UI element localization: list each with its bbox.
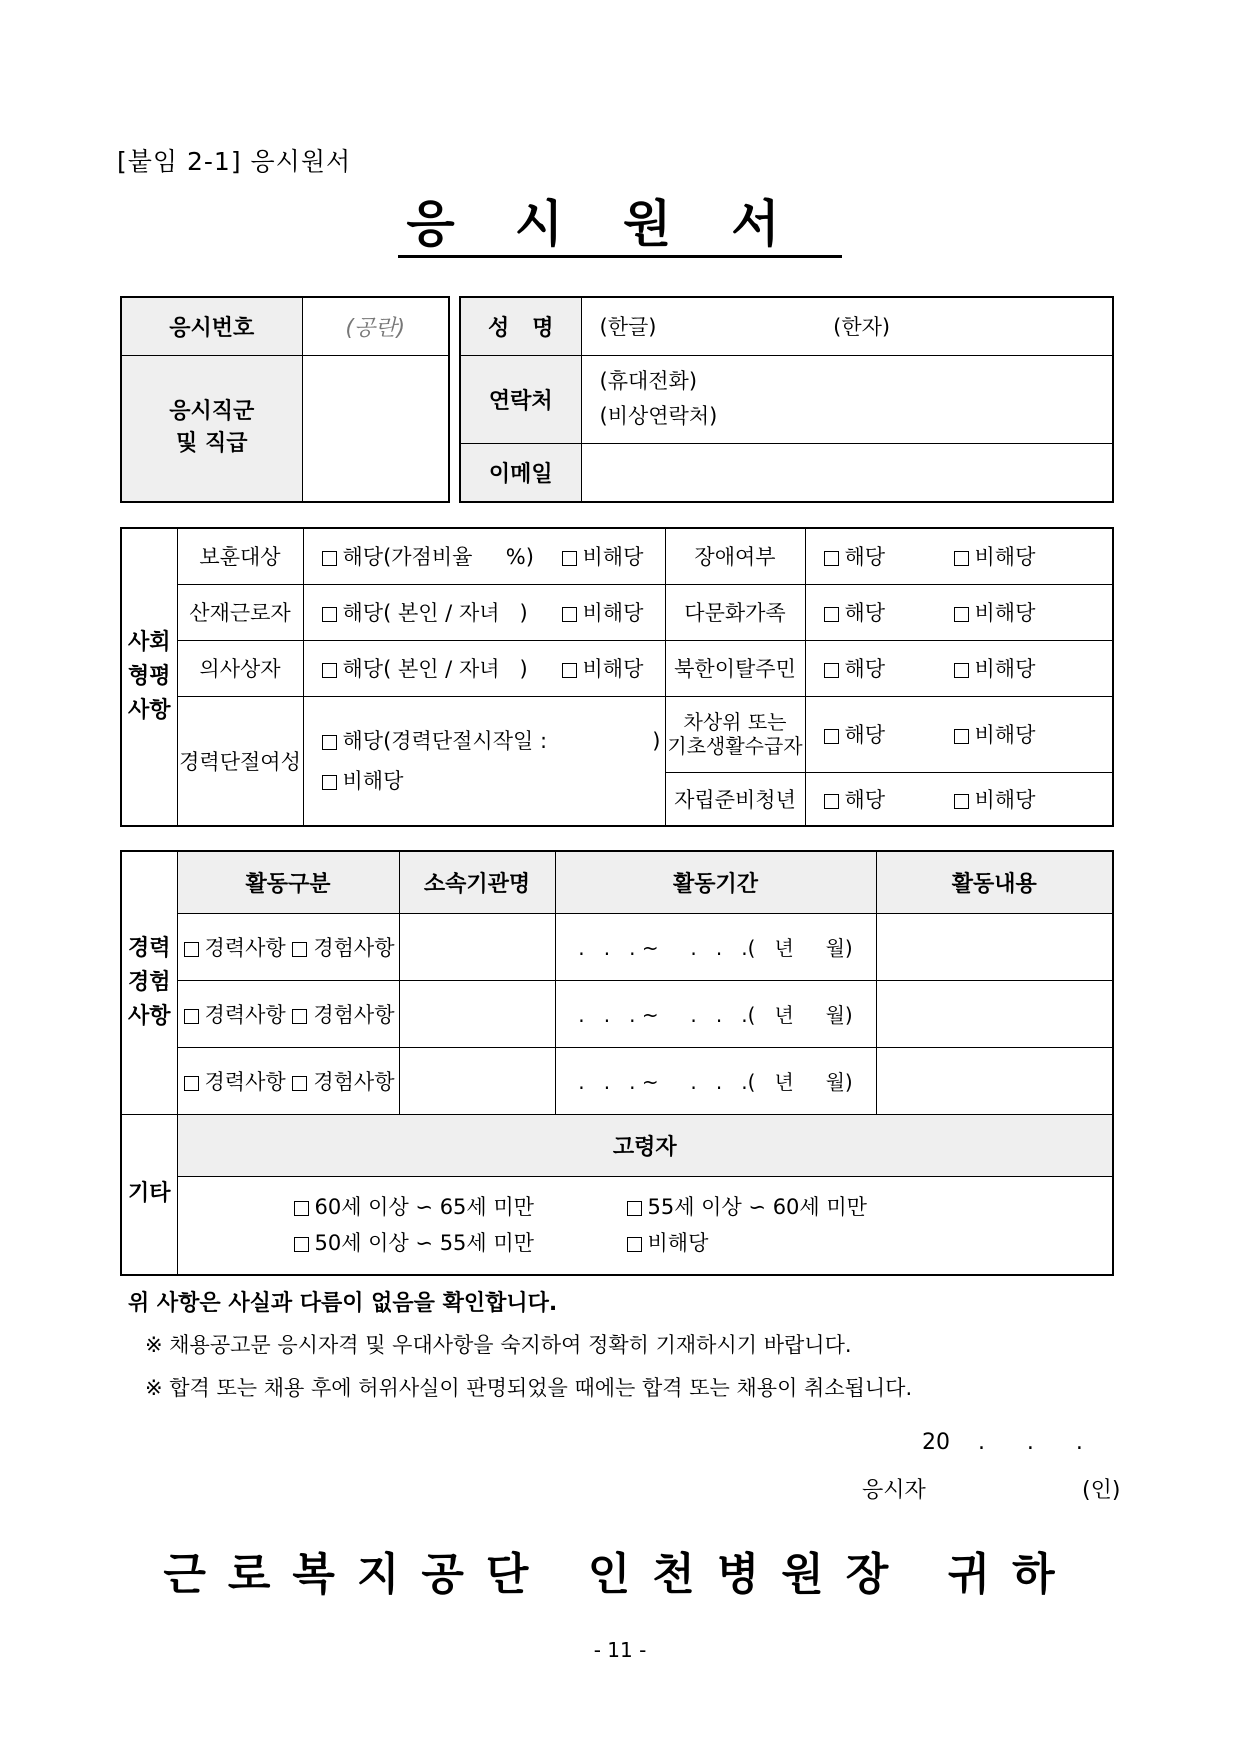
checkbox[interactable] — [322, 735, 337, 750]
email-label: 이메일 — [460, 443, 581, 502]
header-content: 활동내용 — [876, 851, 1113, 913]
righteous-yes-option[interactable] — [322, 653, 562, 683]
righteous-label: 의사상자 — [177, 640, 303, 696]
lowincome-yes-text: 해당 — [844, 723, 886, 747]
elderly-option-60-65[interactable] — [294, 1189, 627, 1225]
experience-table — [120, 850, 1114, 1276]
checkbox[interactable] — [824, 551, 839, 566]
experience-option[interactable] — [292, 936, 394, 960]
defector-yes-option[interactable] — [824, 653, 954, 683]
social-section-label — [121, 528, 177, 826]
lowincome-label-1: 차상위 또는 — [683, 710, 787, 734]
experience-option-text: 경험사항 — [313, 1002, 395, 1027]
applicant-label: 응시자 — [862, 1478, 926, 1503]
lowincome-label-2: 기초생활수급자 — [667, 734, 803, 758]
defector-yes-text: 해당 — [844, 657, 886, 681]
period-field[interactable]: . . . ~ . . .( 년 월) — [555, 913, 876, 980]
righteous-no-option[interactable] — [562, 653, 644, 683]
note-qualification: ※ 채용공고문 응시자격 및 우대사항을 숙지하여 정확히 기재하시기 바랍니다. — [145, 1333, 852, 1357]
disability-yes-option[interactable] — [824, 541, 954, 571]
name-label: 성 명 — [460, 297, 581, 355]
multicultural-yes-text: 해당 — [844, 601, 886, 625]
experience-option[interactable] — [292, 1003, 394, 1027]
experience-option-text: 경험사항 — [313, 935, 395, 960]
social-label-1: 사회 — [127, 630, 171, 655]
checkbox[interactable] — [954, 607, 969, 622]
career-option[interactable] — [184, 936, 286, 960]
confirm-statement: 위 사항은 사실과 다름이 없음을 확인합니다. — [128, 1291, 558, 1316]
job-label-line1: 응시직군 — [169, 399, 255, 425]
email-field[interactable] — [581, 443, 1113, 502]
career-break-yes-option[interactable] — [322, 721, 665, 761]
multicultural-no-text: 비해당 — [974, 601, 1036, 625]
industrial-yes-text: 해당( 본인 / 자녀 ) — [342, 601, 528, 625]
lowincome-no-text: 비해당 — [974, 723, 1036, 747]
elderly-option-text: 55세 이상 ∽ 60세 미만 — [647, 1195, 867, 1220]
career-break-options — [303, 696, 665, 826]
career-break-label: 경력단절여성 — [177, 696, 303, 826]
activity-type-cell — [177, 1047, 399, 1114]
industrial-label: 산재근로자 — [177, 584, 303, 640]
page-number: - 11 - — [593, 1638, 647, 1662]
period-field[interactable]: . . . ~ . . .( 년 월) — [555, 1047, 876, 1114]
defector-label: 북한이탈주민 — [665, 640, 805, 696]
name-hanja-label: (한자) — [833, 315, 891, 340]
career-option-text: 경력사항 — [204, 935, 286, 960]
career-break-no-text: 비해당 — [342, 768, 404, 793]
personal-info-table — [459, 296, 1114, 503]
content-field[interactable] — [876, 913, 1113, 980]
header-organization: 소속기관명 — [399, 851, 555, 913]
note-false-info: ※ 합격 또는 채용 후에 허위사실이 판명되었을 때에는 합격 또는 채용이 취소됩니다. — [145, 1376, 913, 1400]
checkbox[interactable] — [954, 794, 969, 809]
checkbox[interactable] — [184, 942, 199, 957]
elderly-option-text: 60세 이상 ∽ 65세 미만 — [314, 1195, 534, 1220]
youth-label: 자립준비청년 — [665, 772, 805, 826]
veteran-yes-text: 해당(가점비율 %) — [342, 545, 534, 570]
date-line: 20 . . . — [922, 1430, 1083, 1455]
checkbox[interactable] — [322, 775, 337, 790]
youth-no-option[interactable] — [954, 784, 1036, 814]
content-field[interactable] — [876, 1047, 1113, 1114]
righteous-options — [303, 640, 665, 696]
mobile-label: (휴대전화) — [599, 369, 698, 393]
disability-no-option[interactable] — [954, 541, 1036, 571]
righteous-yes-text: 해당( 본인 / 자녀 ) — [342, 657, 528, 681]
industrial-yes-option[interactable] — [322, 597, 562, 627]
defector-options — [805, 640, 1113, 696]
experience-option[interactable] — [292, 1070, 394, 1094]
career-option-text: 경력사항 — [204, 1002, 286, 1027]
career-break-close: ) — [652, 728, 661, 753]
social-label-3: 사항 — [127, 698, 171, 723]
career-option-text: 경력사항 — [204, 1069, 286, 1094]
veteran-label: 보훈대상 — [177, 528, 303, 584]
veteran-no-option[interactable] — [562, 541, 644, 571]
checkbox[interactable] — [322, 663, 337, 678]
organization-field[interactable] — [399, 1047, 555, 1114]
header-period: 활동기간 — [555, 851, 876, 913]
elderly-options — [177, 1176, 1113, 1275]
righteous-no-text: 비해당 — [582, 657, 644, 681]
youth-no-text: 비해당 — [974, 787, 1036, 812]
industrial-no-text: 비해당 — [582, 601, 644, 625]
lowincome-options — [805, 696, 1113, 772]
organization-field[interactable] — [399, 913, 555, 980]
multicultural-options — [805, 584, 1113, 640]
elderly-option-50-55[interactable] — [294, 1225, 627, 1261]
social-equity-table — [120, 527, 1114, 827]
exam-no-label: 응시번호 — [121, 297, 302, 355]
disability-no-text: 비해당 — [974, 545, 1036, 570]
social-label-2: 형평 — [127, 664, 171, 689]
experience-option-text: 경험사항 — [313, 1069, 395, 1094]
seal-label: (인) — [1082, 1478, 1121, 1503]
checkbox[interactable] — [184, 1076, 199, 1091]
contact-field[interactable] — [581, 355, 1113, 443]
table-row — [121, 1047, 1113, 1114]
lowincome-label — [665, 696, 805, 772]
industrial-no-option[interactable] — [562, 597, 644, 627]
experience-label-1: 경력 — [127, 935, 171, 961]
disability-yes-text: 해당 — [844, 545, 886, 570]
organization-field[interactable] — [399, 980, 555, 1047]
job-label-line2: 및 직급 — [176, 431, 248, 457]
contact-label: 연락처 — [460, 355, 581, 443]
activity-type-cell — [177, 913, 399, 980]
checkbox[interactable] — [824, 663, 839, 678]
checkbox[interactable] — [954, 663, 969, 678]
attachment-label: [붙임 2-1] 응시원서 — [117, 147, 352, 176]
checkbox[interactable] — [322, 607, 337, 622]
experience-label-2: 경험 — [127, 969, 171, 995]
checkbox[interactable] — [294, 1237, 309, 1252]
checkbox[interactable] — [824, 729, 839, 744]
checkbox[interactable] — [824, 607, 839, 622]
experience-section-label — [121, 851, 177, 1114]
disability-options — [805, 528, 1113, 584]
elderly-option-55-60[interactable] — [627, 1189, 867, 1225]
checkbox[interactable] — [292, 942, 307, 957]
youth-yes-option[interactable] — [824, 784, 954, 814]
defector-no-option[interactable] — [954, 653, 1036, 683]
checkbox[interactable] — [562, 551, 577, 566]
exam-no-field[interactable]: (공란) — [302, 297, 449, 355]
checkbox[interactable] — [292, 1076, 307, 1091]
career-option[interactable] — [184, 1003, 286, 1027]
career-break-yes-text: 해당(경력단절시작일 : — [342, 728, 548, 753]
emergency-label: (비상연락처) — [599, 404, 718, 428]
multicultural-yes-option[interactable] — [824, 597, 954, 627]
exam-info-table — [120, 296, 450, 503]
name-field[interactable] — [581, 297, 1113, 355]
checkbox[interactable] — [954, 729, 969, 744]
form-title — [0, 184, 1240, 256]
defector-no-text: 비해당 — [974, 657, 1036, 681]
recipient-office: 근로복지공단 인천병원장 귀하 — [163, 1549, 1077, 1600]
checkbox[interactable] — [954, 551, 969, 566]
checkbox[interactable] — [184, 1009, 199, 1024]
content-field[interactable] — [876, 980, 1113, 1047]
table-row — [121, 980, 1113, 1047]
form-title-text: 응시원서 — [398, 195, 841, 258]
checkbox[interactable] — [292, 1009, 307, 1024]
lowincome-no-option[interactable] — [954, 719, 1036, 749]
youth-yes-text: 해당 — [844, 787, 886, 812]
youth-options — [805, 772, 1113, 826]
job-label — [121, 355, 302, 502]
activity-type-cell — [177, 980, 399, 1047]
multicultural-label: 다문화가족 — [665, 584, 805, 640]
checkbox[interactable] — [322, 551, 337, 566]
career-break-no-option[interactable] — [322, 761, 665, 801]
checkbox[interactable] — [562, 607, 577, 622]
disability-label: 장애여부 — [665, 528, 805, 584]
career-option[interactable] — [184, 1070, 286, 1094]
header-activity-type: 활동구분 — [177, 851, 399, 913]
checkbox[interactable] — [294, 1201, 309, 1216]
table-row — [121, 913, 1113, 980]
period-field[interactable]: . . . ~ . . .( 년 월) — [555, 980, 876, 1047]
industrial-options — [303, 584, 665, 640]
lowincome-yes-option[interactable] — [824, 719, 954, 749]
elderly-option-none[interactable] — [627, 1225, 709, 1261]
elderly-header: 고령자 — [177, 1114, 1113, 1176]
multicultural-no-option[interactable] — [954, 597, 1036, 627]
job-field[interactable] — [302, 355, 449, 502]
elderly-option-text: 50세 이상 ∽ 55세 미만 — [314, 1231, 534, 1256]
experience-label-3: 사항 — [127, 1003, 171, 1029]
checkbox[interactable] — [627, 1201, 642, 1216]
veteran-no-text: 비해당 — [582, 545, 644, 570]
name-hangul-label: (한글) — [599, 315, 657, 340]
checkbox[interactable] — [627, 1237, 642, 1252]
veteran-options — [303, 528, 665, 584]
checkbox[interactable] — [562, 663, 577, 678]
other-section-label: 기타 — [121, 1114, 177, 1275]
veteran-yes-option[interactable] — [322, 541, 562, 571]
elderly-option-text: 비해당 — [647, 1231, 709, 1256]
checkbox[interactable] — [824, 794, 839, 809]
